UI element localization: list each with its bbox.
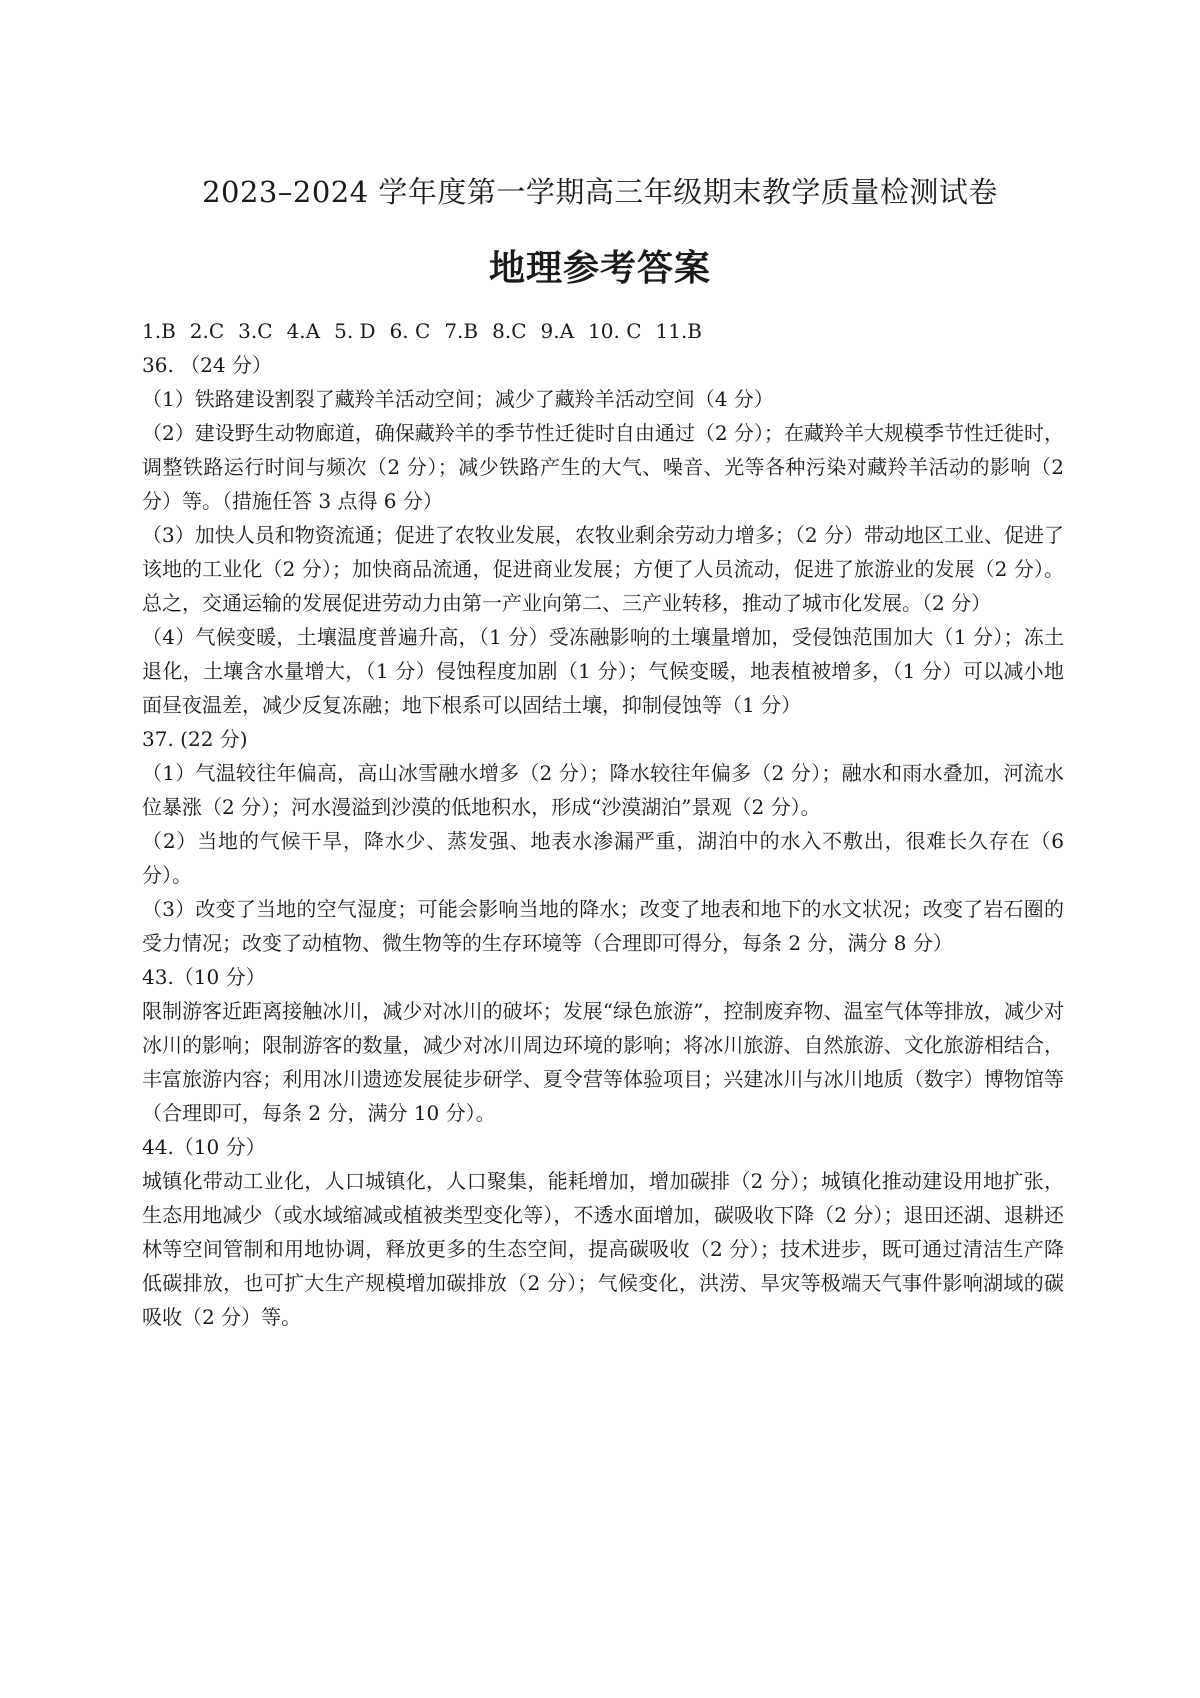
question-37-heading: 37. (22 分) [142, 727, 248, 751]
mc-answer: 9.A [540, 319, 575, 343]
question-37-part-3: （3）改变了当地的空气湿度；可能会影响当地的降水；改变了地表和地下的水文状况；改变了岩石圈的受力情况；改变了动植物、微生物等的生存环境等（合理即可得分，每条 2 分，满分 8 分） [142, 897, 1064, 955]
question-43-heading: 43.（10 分） [142, 965, 266, 989]
mc-answer: 8.C [492, 319, 527, 343]
mc-answer: 3.C [238, 319, 273, 343]
mc-answer: 1.B [142, 319, 176, 343]
question-36-heading: 36. （24 分） [142, 353, 272, 377]
answer-content [142, 314, 1064, 1334]
mc-answer: 5. D [334, 319, 376, 343]
question-43-answer: 限制游客近距离接触冰川，减少对冰川的破坏；发展“绿色旅游”，控制废弃物、温室气体等排放，减少对冰川的影响；限制游客的数量，减少对冰川周边环境的影响；将冰川旅游、自然旅游、文化旅游相结合，丰富旅游内容；利用冰川遗迹发展徒步研学、夏令营等体验项目；兴建冰川与冰川地质（数字）博物馆等（合理即可，每条 2 分，满分 10 分）。 [142, 999, 1064, 1125]
mc-answer: 6. C [389, 319, 431, 343]
answer-key-title: 地理参考答案 [488, 247, 711, 289]
question-44-heading: 44.（10 分） [142, 1135, 266, 1159]
question-36-part-1: （1）铁路建设割裂了藏羚羊活动空间；减少了藏羚羊活动空间（4 分） [142, 387, 774, 411]
question-44-answer: 城镇化带动工业化，人口城镇化，人口聚集，能耗增加，增加碳排（2 分）；城镇化推动建设用地扩张，生态用地减少（或水域缩减或植被类型变化等），不透水面增加，碳吸收下降（2 分）；退田还湖、退耕还林等空间管制和用地协调，释放更多的生态空间，提高碳吸收（2 分）；技术进步，既可通过清洁生产降低碳排放，也可扩大生产规模增加碳排放（2 分）；气候变化，洪涝、旱灾等极端天气事件影响湖域的碳吸收（2 分）等。 [142, 1169, 1064, 1329]
question-37-part-1: （1）气温较往年偏高，高山冰雪融水增多（2 分）；降水较往年偏多（2 分）；融水和雨水叠加，河流水位暴涨（2 分）；河水漫溢到沙漠的低地积水，形成“沙漠湖泊”景观（2 分）。 [142, 761, 1064, 819]
mc-answer: 2.C [189, 319, 225, 343]
mc-answer: 11.B [655, 319, 703, 343]
exam-title: 2023–2024 学年度第一学期高三年级期末教学质量检测试卷 [202, 175, 998, 209]
question-36-part-3: （3）加快人员和物资流通；促进了农牧业发展，农牧业剩余劳动力增多；（2 分）带动地区工业、促进了该地的工业化（2 分）；加快商品流通，促进商业发展；方便了人员流动，促进了旅游业的发展（2 分）。总之，交通运输的发展促进劳动力由第一产业向第二、三产业转移，推动了城市化发展。（2 分） [142, 523, 1064, 615]
multiple-choice-answers [142, 314, 1064, 348]
mc-answer: 4.A [286, 319, 321, 343]
question-36-part-4: （4）气候变暖，土壤温度普遍升高，（1 分）受冻融影响的土壤量增加，受侵蚀范围加大（1 分）；冻土退化，土壤含水量增大，（1 分）侵蚀程度加剧（1 分）；气候变暖，地表植被增多，（1 分）可以减小地面昼夜温差，减少反复冻融；地下根系可以固结土壤，抑制侵蚀等（1 分） [142, 625, 1064, 717]
question-36-part-2: （2）建设野生动物廊道，确保藏羚羊的季节性迁徙时自由通过（2 分）；在藏羚羊大规模季节性迁徙时，调整铁路运行时间与频次（2 分）；减少铁路产生的大气、噪音、光等各种污染对藏羚羊活动的影响（2 分）等。（措施任答 3 点得 6 分） [142, 421, 1064, 513]
question-37-part-2: （2）当地的气候干旱，降水少、蒸发强、地表水渗漏严重，湖泊中的水入不敷出，很难长久存在（6 分）。 [142, 829, 1064, 887]
mc-answer: 7.B [444, 319, 479, 343]
mc-answer: 10. C [588, 319, 642, 343]
